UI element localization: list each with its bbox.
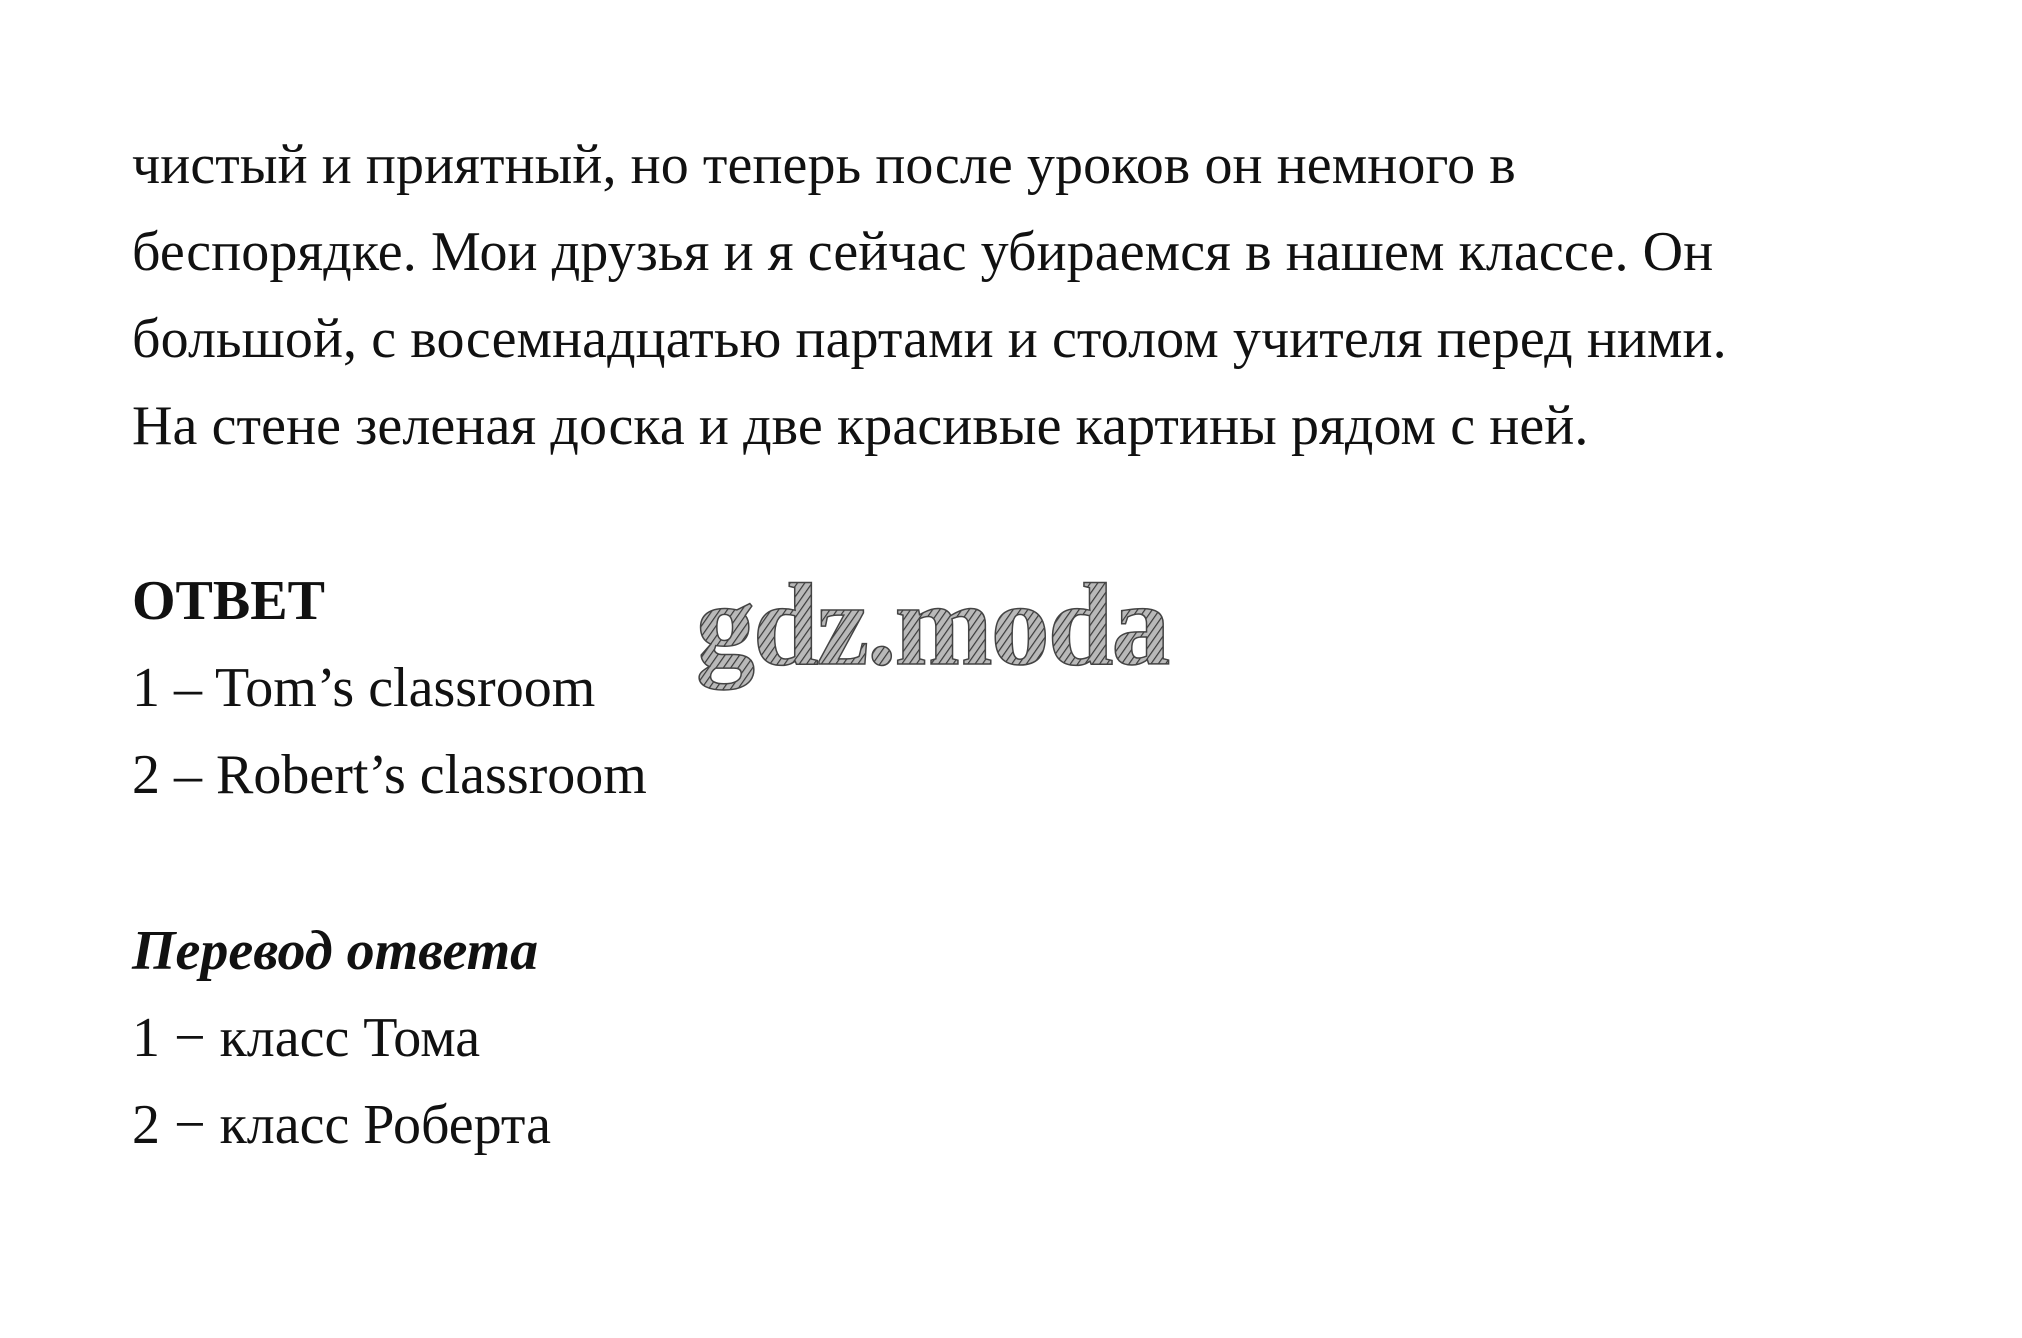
watermark-logo — [690, 568, 1270, 718]
answer-heading: ОТВЕТ — [132, 570, 325, 632]
translation-item-2: 2 − класс Роберта — [132, 1094, 551, 1156]
passage-line-1: чистый и приятный, но теперь после уроков он немного в — [132, 134, 1516, 196]
passage-line-4: На стене зеленая доска и две красивые картины рядом с ней. — [132, 395, 1589, 457]
translation-heading: Перевод ответа — [132, 920, 539, 982]
answer-item-1: 1 – Tom’s classroom — [132, 657, 596, 719]
watermark-text: gdz.moda — [696, 568, 1169, 690]
answer-item-2: 2 – Robert’s classroom — [132, 744, 647, 806]
translation-item-1: 1 − класс Тома — [132, 1007, 481, 1069]
passage-line-2: беспорядке. Мои друзья и я сейчас убираемся в нашем классе. Он — [132, 221, 1714, 283]
passage-line-3: большой, с восемнадцатью партами и столом учителя перед ними. — [132, 308, 1727, 370]
